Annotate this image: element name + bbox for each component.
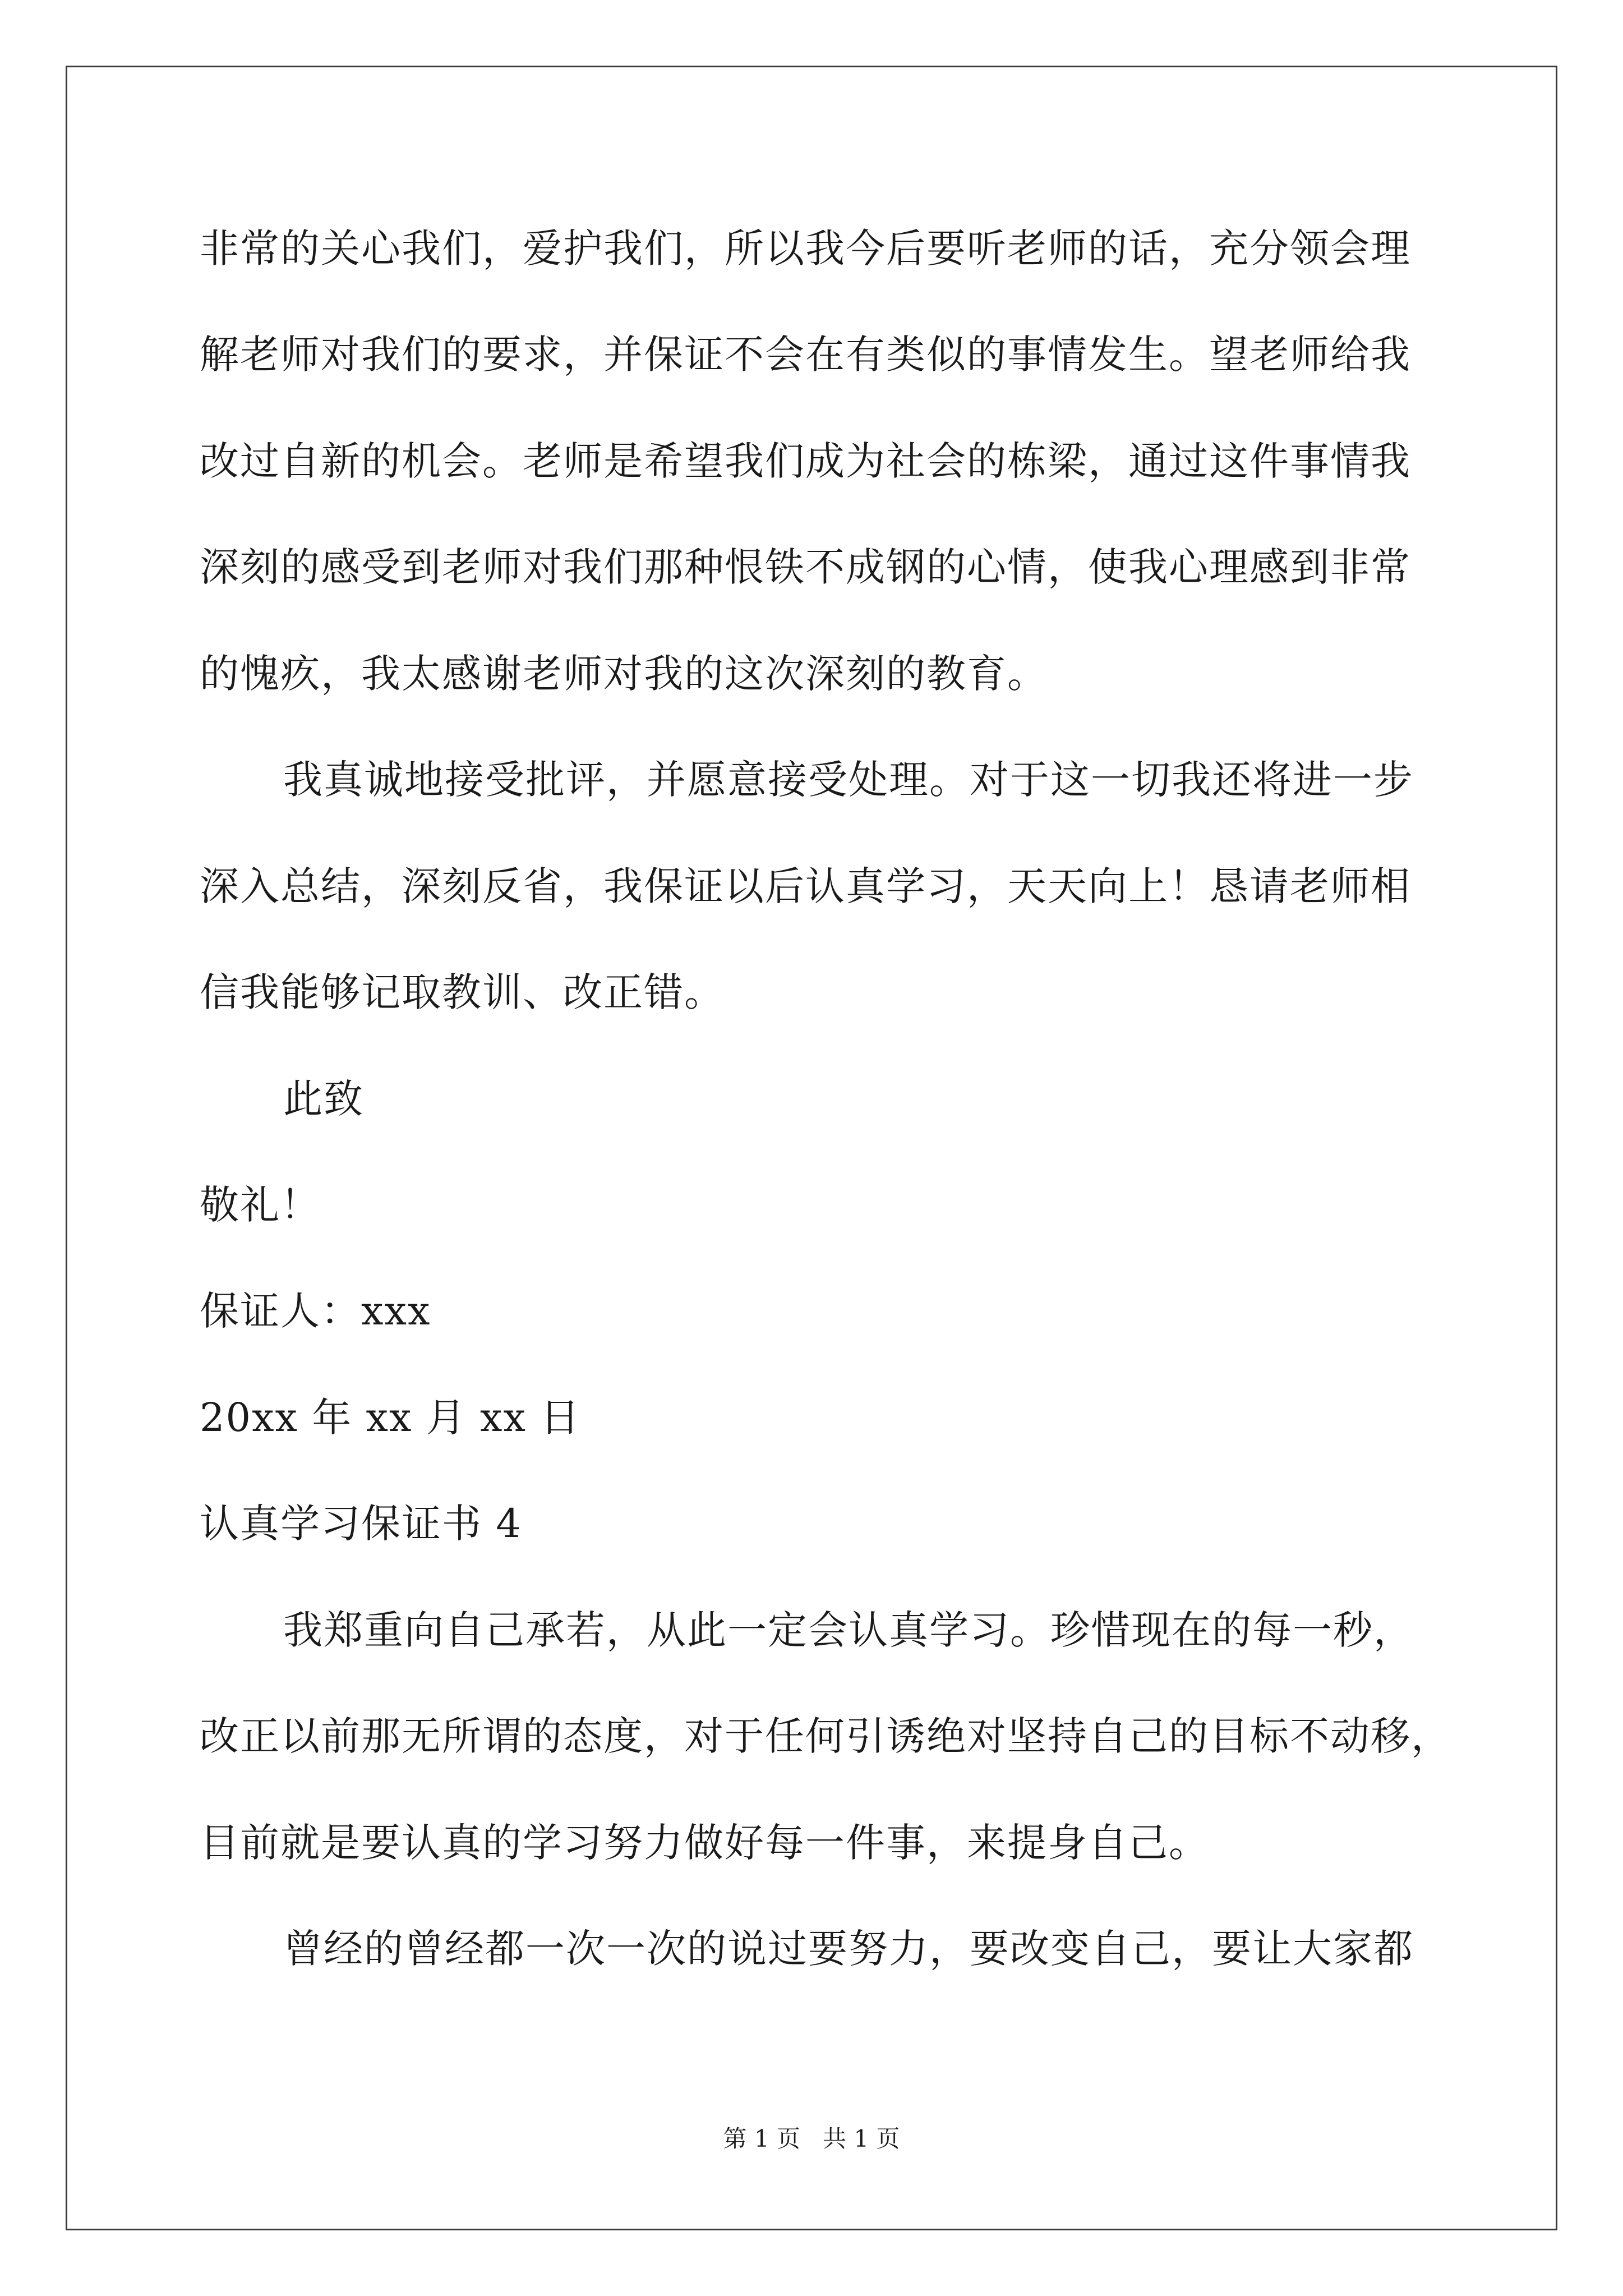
body-line-16: 目前就是要认真的学习努力做好每一件事，来提身自己。 [200,1820,1209,1866]
body-line-3: 改过自新的机会。老师是希望我们成为社会的栋梁，通过这件事情我 [200,438,1411,484]
signatory-line: 保证人：xxx [200,1288,431,1334]
body-line-4: 深刻的感受到老师对我们那种恨铁不成钢的心情，使我心理感到非常 [200,544,1411,590]
closing-salutation: 此致 [283,1076,364,1122]
body-line-7: 深入总结，深刻反省，我保证以后认真学习，天天向上！恳请老师相 [200,863,1411,909]
closing-regards: 敬礼！ [200,1182,321,1228]
section-heading: 认真学习保证书 4 [200,1501,522,1547]
body-line-15: 改正以前那无所谓的态度，对于任何引诱绝对坚持自己的目标不动移， [200,1713,1451,1759]
body-line-8: 信我能够记取教训、改正错。 [200,969,725,1015]
body-line-14: 我郑重向自己承若，从此一定会认真学习。珍惜现在的每一秒， [283,1607,1414,1653]
body-line-6: 我真诚地接受批评，并愿意接受处理。对于这一切我还将进一步 [283,757,1414,803]
date-line: 20xx 年 xx 月 xx 日 [200,1395,581,1441]
body-line-17: 曾经的曾经都一次一次的说过要努力，要改变自己，要让大家都 [283,1926,1414,1972]
body-line-2: 解老师对我们的要求，并保证不会在有类似的事情发生。望老师给我 [200,332,1411,378]
body-line-5: 的愧疚，我太感谢老师对我的这次深刻的教育。 [200,651,1048,697]
page-border [66,66,1557,2230]
body-line-1: 非常的关心我们，爱护我们，所以我今后要听老师的话，充分领会理 [200,226,1411,272]
page-footer: 第 1 页 共 1 页 [723,2125,900,2152]
